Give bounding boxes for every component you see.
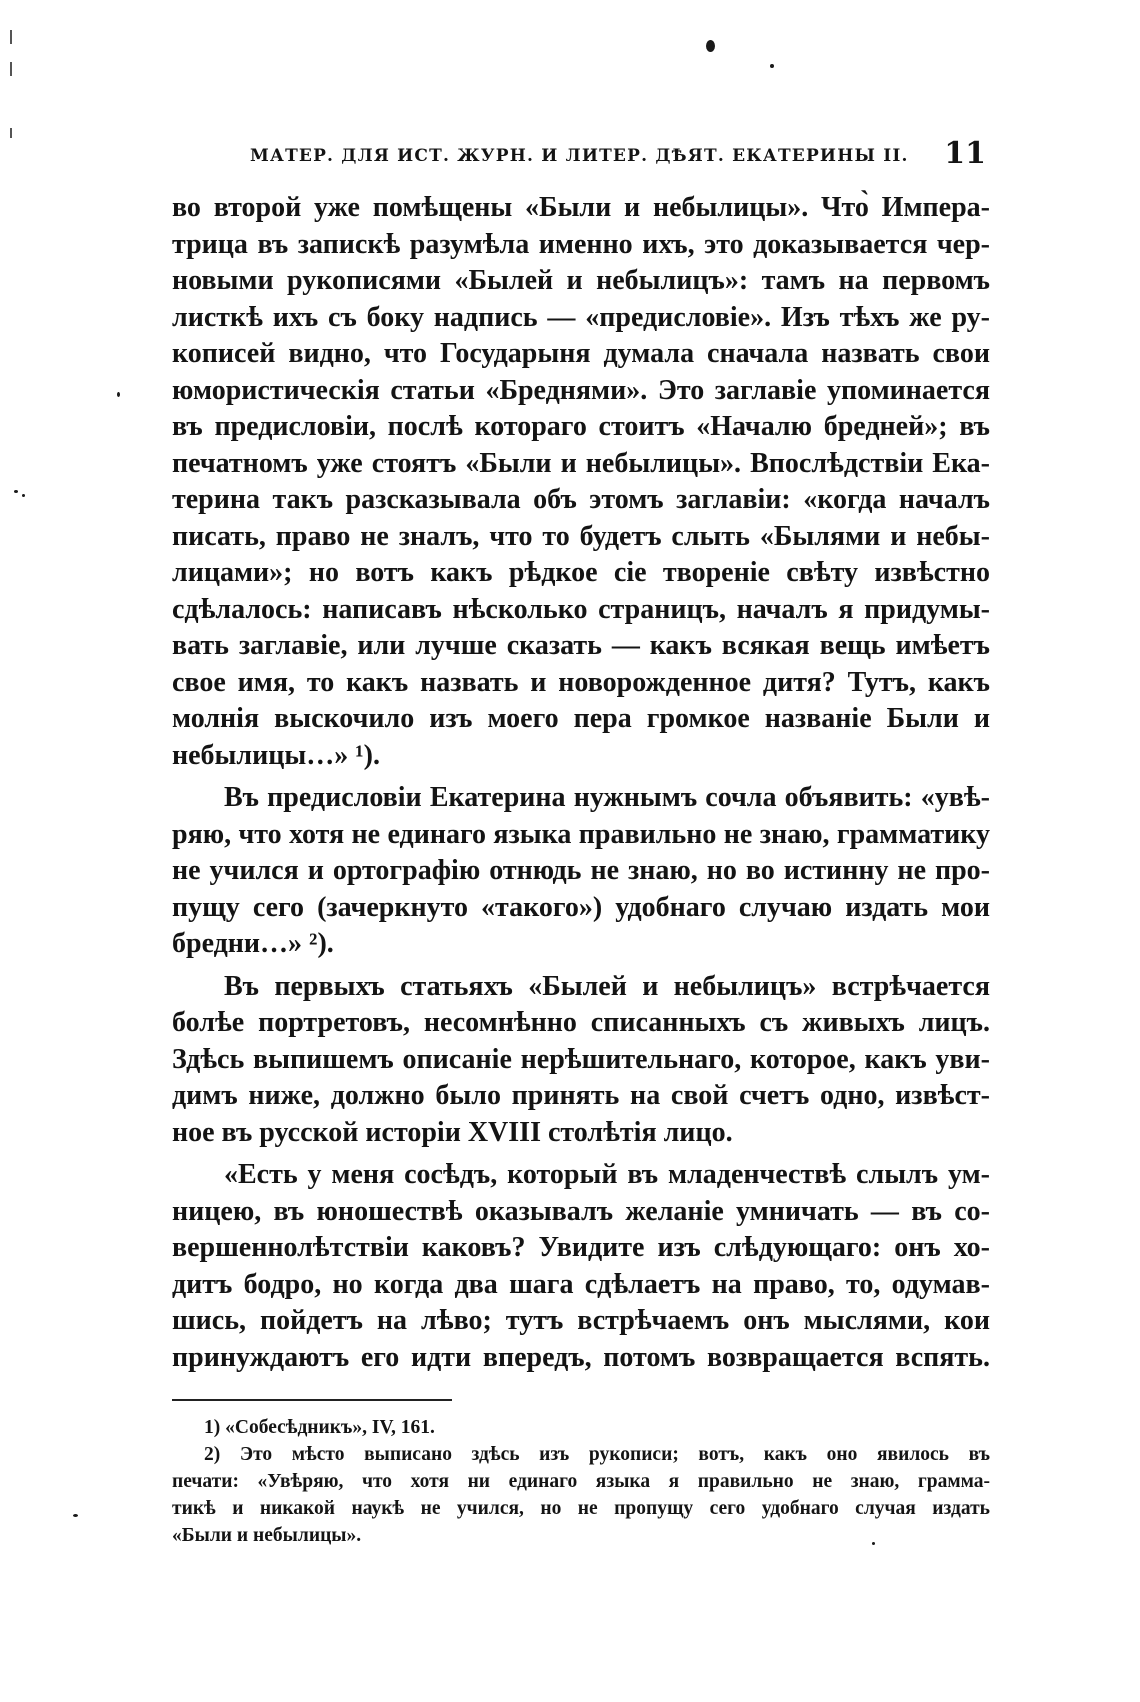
- text-line: Здѣсь выпишемъ описанiе нерѣшительнаго, которое, какъ уви-: [172, 1043, 990, 1075]
- text-line: новыми рукописями «Былей и небылицъ»: тамъ на первомъ: [172, 265, 990, 296]
- text-line: въ предисловiи, послѣ котораго стоитъ «Началю бредней»; въ: [172, 411, 990, 442]
- text-line: во второй уже помѣщены «Были и небылицы». Что̀ Импера-: [172, 192, 990, 223]
- footnotes: [172, 1414, 990, 1549]
- ink-speck: [14, 490, 18, 493]
- ink-speck: [22, 494, 25, 497]
- text-line: свое имя, то какъ назвать и новорожденное дитя? Тутъ, какъ: [172, 666, 990, 698]
- scan-edge-mark: [10, 30, 12, 44]
- text-line: бредни…» ²).: [172, 928, 334, 959]
- footnote-separator: [172, 1399, 452, 1401]
- scan-edge-mark: [10, 62, 12, 76]
- text-line: ряю, что хотя не единаго языка правильно не знаю, грамматику: [172, 818, 990, 850]
- text-line: писать, право не зналъ, что то будетъ слыть «Былями и небы-: [172, 520, 990, 552]
- text-line: кописей видно, что Государыня думала сначала назвать свои: [172, 338, 990, 369]
- text-line: печатномъ уже стоятъ «Были и небылицы». Впослѣдствiи Ека-: [172, 447, 990, 479]
- scan-edge-mark: [10, 128, 12, 138]
- text-line: трица въ запискѣ разумѣла именно ихъ, это доказывается чер-: [172, 228, 990, 260]
- text-line: юмористическiя статьи «Бреднями». Это заглавiе упоминается: [172, 374, 990, 406]
- ink-speck: [770, 64, 774, 68]
- text-line: принуждаютъ его идти впередъ, потомъ возвращается вспять.: [172, 1341, 990, 1373]
- text-line: ное въ русской исторiи XVIII столѣтiя лицо.: [172, 1116, 733, 1148]
- text-line: терина такъ разсказывала объ этомъ заглавiи: «когда началъ: [172, 484, 990, 515]
- running-head: [230, 138, 990, 178]
- text-line: «Есть у меня сосѣдъ, который въ младенчествѣ слылъ ум-: [224, 1159, 990, 1190]
- text-line: не учился и ортографiю отнюдь не знаю, но во истинну не про-: [172, 855, 990, 886]
- text-line: сдѣлалось: написавъ нѣсколько страницъ, началъ я придумы-: [172, 593, 990, 625]
- text-line: шись, пойдетъ на лѣво; тутъ встрѣчаемъ онъ мыслями, кои: [172, 1305, 990, 1336]
- text-line: небылицы…» ¹).: [172, 739, 380, 771]
- text-line: болѣе портретовъ, несомнѣнно списанныхъ съ живыхъ лицъ.: [172, 1007, 990, 1038]
- text-line: пущу сего (зачеркнуто «такого») удобнаго случаю издать мои: [172, 891, 990, 923]
- text-line: вать заглавiе, или лучше сказать — какъ всякая вещь имѣетъ: [172, 630, 990, 661]
- text-line: ницею, въ юношествѣ оказывалъ желанiе умничать — въ со-: [172, 1195, 990, 1227]
- footnote-line: 2) Это мѣсто выписано здѣсь изъ рукописи; вотъ, какъ оно явилось въ: [204, 1444, 990, 1465]
- footnote-line: тикѣ и никакой наукѣ не учился, но не пропущу сего удобнаго случая издать: [172, 1498, 990, 1519]
- body-text: [172, 190, 990, 1376]
- footnote-line: печати: «Увѣряю, что хотя ни единаго языка я правильно не знаю, грамма-: [172, 1471, 990, 1492]
- text-line: вершеннолѣтствiи каковъ? Увидите изъ слѣдующаго: онъ хо-: [172, 1232, 990, 1263]
- footnote-line: «Были и небылицы».: [172, 1525, 362, 1546]
- text-line: молнiя выскочило изъ моего пера громкое названiе Были и: [172, 703, 990, 734]
- text-line: лицами»; но вотъ какъ рѣдкое сiе творенiе свѣту извѣстно: [172, 557, 990, 588]
- text-line: листкѣ ихъ съ боку надпись — «предисловiе». Изъ тѣхъ же ру-: [172, 301, 990, 333]
- text-line: Въ предисловiи Екатерина нужнымъ сочла объявить: «увѣ-: [224, 782, 990, 813]
- text-line: димъ ниже, должно было принять на свой счетъ одно, извѣст-: [172, 1080, 990, 1111]
- running-title: МАТЕР. ДЛЯ ИСТ. ЖУРН. И ЛИТЕР. ДѢЯТ. ЕКАТЕРИНЫ II.: [250, 146, 909, 166]
- ink-speck: [117, 392, 120, 397]
- text-line: Въ первыхъ статьяхъ «Былей и небылицъ» встрѣчается: [224, 970, 990, 1002]
- ink-speck: [706, 40, 715, 52]
- page-number: 11: [944, 136, 986, 171]
- text-line: дитъ бодро, но когда два шага сдѣлаетъ на право, то, одумав-: [172, 1268, 990, 1300]
- ink-speck: [73, 1514, 78, 1517]
- footnote-line: 1) «Собесѣдникъ», IV, 161.: [204, 1417, 435, 1438]
